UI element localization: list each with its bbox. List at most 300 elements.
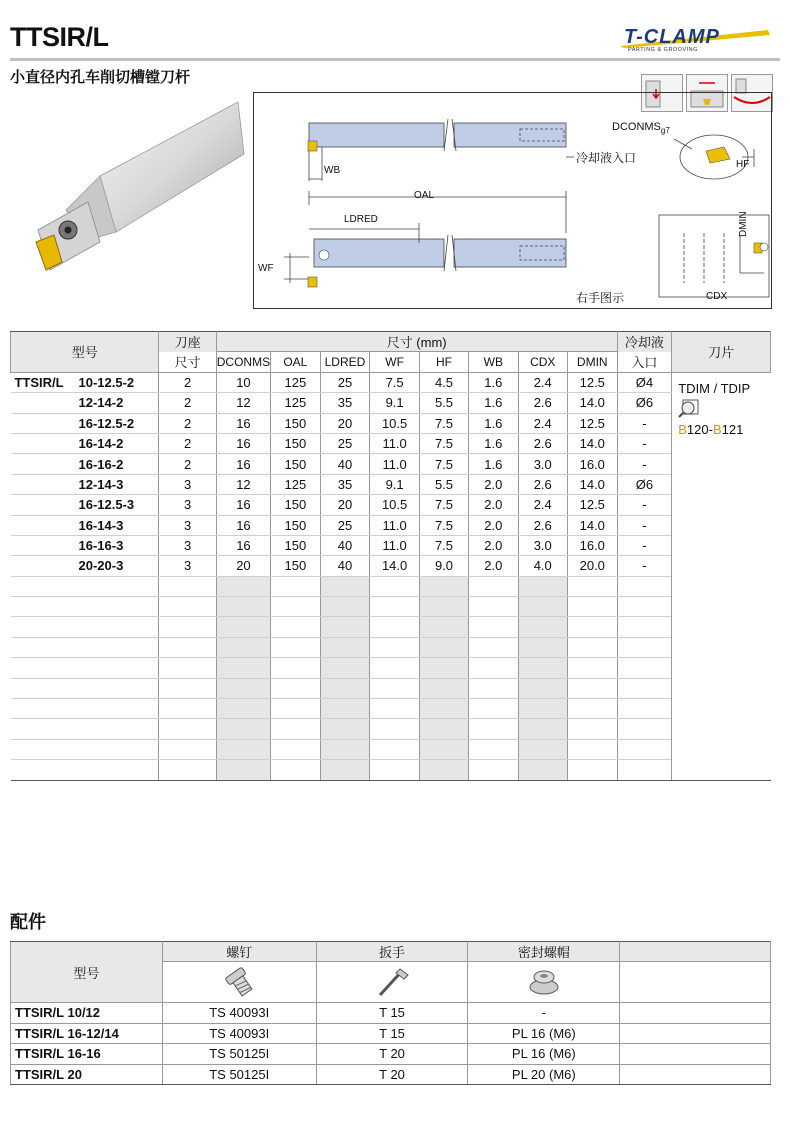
wb-cell: 2.0 bbox=[469, 556, 518, 576]
hf-cell bbox=[419, 760, 468, 780]
accessory-wrench-cell: T 15 bbox=[316, 1003, 468, 1024]
dconms-cell: 16 bbox=[216, 535, 270, 555]
coolant-cell: Ø4 bbox=[617, 372, 672, 392]
ldred-cell: 35 bbox=[320, 393, 370, 413]
model-number: 16-12.5-2 bbox=[78, 415, 135, 431]
ldred-cell bbox=[320, 739, 370, 759]
wb-cell: 2.0 bbox=[469, 474, 518, 494]
coolant-cell bbox=[617, 739, 672, 759]
header-dimensions: 尺寸 (mm) bbox=[216, 332, 617, 352]
magnifier-icon bbox=[678, 398, 700, 418]
accessory-seal-cell: PL 16 (M6) bbox=[468, 1044, 620, 1065]
model-cell bbox=[11, 719, 159, 739]
spec-empty-row bbox=[11, 637, 771, 657]
oal-cell: 125 bbox=[271, 474, 320, 494]
ldred-cell: 40 bbox=[320, 454, 370, 474]
wb-cell: 1.6 bbox=[469, 454, 518, 474]
subheader-wb: WB bbox=[469, 352, 518, 372]
cdx-cell bbox=[518, 678, 567, 698]
model-number: 12-14-3 bbox=[78, 476, 124, 492]
coolant-cell bbox=[617, 760, 672, 780]
accessory-screw-cell: TS 50125I bbox=[162, 1044, 316, 1065]
cdx-cell: 2.6 bbox=[518, 515, 567, 535]
accessory-model-cell: TTSIR/L 10/12 bbox=[11, 1003, 163, 1024]
dmin-cell: 12.5 bbox=[567, 495, 617, 515]
wb-cell bbox=[469, 678, 518, 698]
model-number: 12-14-2 bbox=[78, 395, 124, 411]
coolant-cell bbox=[617, 597, 672, 617]
seal-nut-icon bbox=[524, 963, 564, 999]
seat-size-cell: 2 bbox=[159, 372, 216, 392]
dmin-cell bbox=[567, 597, 617, 617]
accessory-row bbox=[11, 1064, 771, 1085]
cdx-cell bbox=[518, 760, 567, 780]
spec-empty-row bbox=[11, 576, 771, 596]
wf-cell bbox=[370, 699, 419, 719]
cdx-cell: 2.6 bbox=[518, 474, 567, 494]
spec-row bbox=[11, 433, 771, 453]
insert-cell bbox=[672, 372, 771, 780]
accessory-model-cell: TTSIR/L 20 bbox=[11, 1064, 163, 1085]
coolant-cell: Ø6 bbox=[617, 474, 672, 494]
seat-size-cell bbox=[159, 658, 216, 678]
oal-cell bbox=[271, 699, 320, 719]
spec-empty-row bbox=[11, 658, 771, 678]
model-cell bbox=[11, 576, 159, 596]
spec-row bbox=[11, 535, 771, 555]
wf-cell: 9.1 bbox=[370, 474, 419, 494]
accessories-table bbox=[10, 941, 771, 1085]
wf-cell bbox=[370, 739, 419, 759]
dmin-cell bbox=[567, 739, 617, 759]
ldred-cell: 35 bbox=[320, 474, 370, 494]
model-cell bbox=[11, 739, 159, 759]
coolant-cell: - bbox=[617, 515, 672, 535]
hf-cell bbox=[419, 719, 468, 739]
spec-empty-row bbox=[11, 719, 771, 739]
screw-icon bbox=[219, 963, 259, 999]
hf-cell bbox=[419, 617, 468, 637]
model-number: 16-14-3 bbox=[78, 517, 124, 533]
model-cell bbox=[11, 372, 159, 392]
title-divider bbox=[10, 58, 780, 61]
oal-cell: 150 bbox=[271, 413, 320, 433]
seat-size-cell: 3 bbox=[159, 535, 216, 555]
ldred-cell bbox=[320, 637, 370, 657]
wb-cell: 2.0 bbox=[469, 495, 518, 515]
header-seat-bottom: 尺寸 bbox=[159, 352, 216, 372]
dmin-cell: 16.0 bbox=[567, 454, 617, 474]
wb-cell bbox=[469, 637, 518, 657]
dmin-cell bbox=[567, 637, 617, 657]
cdx-cell bbox=[518, 719, 567, 739]
wf-cell: 7.5 bbox=[370, 372, 419, 392]
spec-row bbox=[11, 372, 771, 392]
wf-cell: 14.0 bbox=[370, 556, 419, 576]
wb-cell: 2.0 bbox=[469, 515, 518, 535]
accessory-model-cell: TTSIR/L 16-12/14 bbox=[11, 1023, 163, 1044]
ldred-cell: 25 bbox=[320, 515, 370, 535]
seat-size-cell: 3 bbox=[159, 474, 216, 494]
spec-body bbox=[11, 372, 771, 780]
seal-icon-cell bbox=[468, 962, 620, 1003]
dconms-cell: 16 bbox=[216, 454, 270, 474]
dconms-cell: 20 bbox=[216, 556, 270, 576]
accessory-screw-cell: TS 40093I bbox=[162, 1023, 316, 1044]
cdx-cell: 2.4 bbox=[518, 372, 567, 392]
wf-cell: 9.1 bbox=[370, 393, 419, 413]
wrench-icon bbox=[372, 963, 412, 999]
coolant-cell bbox=[617, 678, 672, 698]
label-hf: HF bbox=[736, 159, 750, 170]
oal-cell: 125 bbox=[271, 372, 320, 392]
wf-cell bbox=[370, 576, 419, 596]
oal-cell: 150 bbox=[271, 433, 320, 453]
catalog-reference[interactable] bbox=[678, 398, 764, 437]
model-cell bbox=[11, 535, 159, 555]
oal-cell bbox=[271, 678, 320, 698]
dconms-cell bbox=[216, 678, 270, 698]
coolant-cell bbox=[617, 617, 672, 637]
ldred-cell bbox=[320, 576, 370, 596]
ldred-cell bbox=[320, 597, 370, 617]
label-right-hand: 右手图示 bbox=[576, 291, 625, 305]
spec-empty-row bbox=[11, 597, 771, 617]
model-cell bbox=[11, 454, 159, 474]
accessory-blank-cell bbox=[620, 1023, 771, 1044]
subheader-dconms: DCONMS bbox=[216, 352, 270, 372]
dconms-cell: 16 bbox=[216, 495, 270, 515]
subheader-wf: WF bbox=[370, 352, 419, 372]
oal-cell: 150 bbox=[271, 515, 320, 535]
coolant-cell bbox=[617, 637, 672, 657]
model-cell bbox=[11, 433, 159, 453]
coolant-cell bbox=[617, 658, 672, 678]
dmin-cell bbox=[567, 576, 617, 596]
accessory-screw-cell: TS 50125I bbox=[162, 1064, 316, 1085]
accessory-screw-cell: TS 40093I bbox=[162, 1003, 316, 1024]
seat-size-cell bbox=[159, 597, 216, 617]
ldred-cell bbox=[320, 617, 370, 637]
insert-name: TDIM / TDIP bbox=[678, 380, 751, 396]
dmin-cell bbox=[567, 678, 617, 698]
accessories-title: 配件 bbox=[10, 912, 46, 932]
model-number: 16-16-2 bbox=[78, 456, 124, 472]
hf-cell: 5.5 bbox=[419, 393, 468, 413]
ldred-cell bbox=[320, 678, 370, 698]
seat-size-cell bbox=[159, 760, 216, 780]
cdx-cell bbox=[518, 658, 567, 678]
accessory-row bbox=[11, 1003, 771, 1024]
seat-size-cell bbox=[159, 719, 216, 739]
label-wf: WF bbox=[258, 263, 274, 274]
model-cell bbox=[11, 495, 159, 515]
dmin-cell bbox=[567, 760, 617, 780]
coolant-cell bbox=[617, 699, 672, 719]
accessory-wrench-cell: T 20 bbox=[316, 1064, 468, 1085]
oal-cell bbox=[271, 760, 320, 780]
coolant-cell: - bbox=[617, 433, 672, 453]
model-cell bbox=[11, 637, 159, 657]
wf-cell bbox=[370, 617, 419, 637]
oal-cell: 150 bbox=[271, 535, 320, 555]
header-model: 型号 bbox=[11, 332, 159, 373]
dmin-cell: 12.5 bbox=[567, 413, 617, 433]
seat-size-cell: 3 bbox=[159, 495, 216, 515]
hf-cell bbox=[419, 699, 468, 719]
ldred-cell: 20 bbox=[320, 413, 370, 433]
wb-cell: 2.0 bbox=[469, 535, 518, 555]
seat-size-cell bbox=[159, 678, 216, 698]
dconms-cell bbox=[216, 739, 270, 759]
wb-cell: 1.6 bbox=[469, 372, 518, 392]
coolant-cell: Ø6 bbox=[617, 393, 672, 413]
oal-cell bbox=[271, 576, 320, 596]
dconms-cell: 16 bbox=[216, 433, 270, 453]
hf-cell bbox=[419, 597, 468, 617]
dconms-cell bbox=[216, 597, 270, 617]
dmin-cell bbox=[567, 719, 617, 739]
accessory-blank-cell bbox=[620, 1003, 771, 1024]
cdx-cell: 2.6 bbox=[518, 393, 567, 413]
oal-cell: 150 bbox=[271, 556, 320, 576]
seat-size-cell: 2 bbox=[159, 413, 216, 433]
spec-empty-row bbox=[11, 678, 771, 698]
acc-header-seal: 密封螺帽 bbox=[468, 942, 620, 962]
wrench-icon-cell bbox=[316, 962, 468, 1003]
spec-table bbox=[10, 331, 771, 781]
ldred-cell bbox=[320, 658, 370, 678]
model-number: 16-14-2 bbox=[78, 436, 124, 452]
dmin-cell: 14.0 bbox=[567, 433, 617, 453]
accessory-seal-cell: PL 16 (M6) bbox=[468, 1023, 620, 1044]
header-coolant-top: 冷却液 bbox=[617, 332, 672, 352]
seat-size-cell: 2 bbox=[159, 454, 216, 474]
model-cell bbox=[11, 413, 159, 433]
label-dconms bbox=[612, 121, 670, 135]
dmin-cell: 14.0 bbox=[567, 393, 617, 413]
wb-cell bbox=[469, 739, 518, 759]
cdx-cell bbox=[518, 739, 567, 759]
coolant-cell: - bbox=[617, 556, 672, 576]
seat-size-cell bbox=[159, 637, 216, 657]
seat-size-cell bbox=[159, 699, 216, 719]
wf-cell bbox=[370, 658, 419, 678]
header-coolant-bottom: 入口 bbox=[617, 352, 672, 372]
spec-row bbox=[11, 413, 771, 433]
model-cell bbox=[11, 556, 159, 576]
wb-cell bbox=[469, 576, 518, 596]
spec-header-row bbox=[11, 332, 771, 352]
wb-cell bbox=[469, 597, 518, 617]
wf-cell bbox=[370, 637, 419, 657]
dconms-cell bbox=[216, 719, 270, 739]
header-seat-top: 刀座 bbox=[159, 332, 216, 352]
accessories-body bbox=[11, 1003, 771, 1085]
dconms-cell: 16 bbox=[216, 413, 270, 433]
ldred-cell bbox=[320, 699, 370, 719]
model-cell bbox=[11, 658, 159, 678]
label-dconms-tol: g7 bbox=[660, 126, 670, 136]
label-dmin: DMIN bbox=[738, 211, 749, 237]
logo-tagline: PARTING & GROOVING bbox=[628, 47, 698, 53]
accessory-blank-cell bbox=[620, 1044, 771, 1065]
model-cell bbox=[11, 678, 159, 698]
cdx-cell: 2.6 bbox=[518, 433, 567, 453]
dmin-cell bbox=[567, 617, 617, 637]
wb-cell: 1.6 bbox=[469, 413, 518, 433]
hf-cell bbox=[419, 637, 468, 657]
coolant-cell bbox=[617, 719, 672, 739]
wb-cell: 1.6 bbox=[469, 393, 518, 413]
dmin-cell: 12.5 bbox=[567, 372, 617, 392]
wb-cell bbox=[469, 617, 518, 637]
acc-icon-blank bbox=[620, 962, 771, 1003]
subheader-dmin: DMIN bbox=[567, 352, 617, 372]
model-cell bbox=[11, 699, 159, 719]
spec-empty-row bbox=[11, 760, 771, 780]
page-ref-letter-2: B bbox=[712, 421, 722, 437]
label-dconms-text: DCONMS bbox=[612, 121, 661, 133]
accessory-wrench-cell: T 20 bbox=[316, 1044, 468, 1065]
dconms-cell: 12 bbox=[216, 393, 270, 413]
label-ldred: LDRED bbox=[344, 214, 378, 225]
model-number: 10-12.5-2 bbox=[78, 374, 135, 390]
wf-cell: 11.0 bbox=[370, 433, 419, 453]
model-cell bbox=[11, 393, 159, 413]
oal-cell bbox=[271, 719, 320, 739]
dconms-cell: 12 bbox=[216, 474, 270, 494]
page-subtitle: 小直径内孔车削切槽镗刀杆 bbox=[10, 69, 191, 86]
acc-header-model: 型号 bbox=[11, 942, 163, 1003]
oal-cell: 150 bbox=[271, 454, 320, 474]
spec-empty-row bbox=[11, 699, 771, 719]
wb-cell bbox=[469, 760, 518, 780]
wb-cell bbox=[469, 699, 518, 719]
hf-cell bbox=[419, 739, 468, 759]
accessory-wrench-cell: T 15 bbox=[316, 1023, 468, 1044]
subheader-hf: HF bbox=[419, 352, 468, 372]
wf-cell: 10.5 bbox=[370, 495, 419, 515]
hf-cell: 7.5 bbox=[419, 495, 468, 515]
dmin-cell: 14.0 bbox=[567, 515, 617, 535]
wf-cell: 10.5 bbox=[370, 413, 419, 433]
cdx-cell bbox=[518, 617, 567, 637]
hf-cell: 7.5 bbox=[419, 433, 468, 453]
label-oal: OAL bbox=[414, 190, 435, 201]
ldred-cell bbox=[320, 760, 370, 780]
subheader-ldred: LDRED bbox=[320, 352, 370, 372]
hf-cell: 4.5 bbox=[419, 372, 468, 392]
model-cell bbox=[11, 597, 159, 617]
model-cell bbox=[11, 617, 159, 637]
hf-cell bbox=[419, 658, 468, 678]
accessory-seal-cell: - bbox=[468, 1003, 620, 1024]
oal-cell bbox=[271, 637, 320, 657]
model-prefix: TTSIR/L bbox=[14, 374, 64, 390]
ldred-cell: 25 bbox=[320, 372, 370, 392]
cdx-cell bbox=[518, 637, 567, 657]
cdx-cell bbox=[518, 597, 567, 617]
oal-cell: 125 bbox=[271, 393, 320, 413]
logo-text: T-CLAMP bbox=[624, 26, 720, 48]
dmin-cell: 14.0 bbox=[567, 474, 617, 494]
seat-size-cell: 2 bbox=[159, 433, 216, 453]
subheader-oal: OAL bbox=[271, 352, 320, 372]
model-number: 16-16-3 bbox=[78, 538, 124, 554]
hf-cell: 7.5 bbox=[419, 454, 468, 474]
seat-size-cell bbox=[159, 617, 216, 637]
wf-cell bbox=[370, 678, 419, 698]
cdx-cell: 3.0 bbox=[518, 454, 567, 474]
ldred-cell bbox=[320, 719, 370, 739]
accessory-seal-cell: PL 20 (M6) bbox=[468, 1064, 620, 1085]
spec-row bbox=[11, 454, 771, 474]
cdx-cell bbox=[518, 576, 567, 596]
label-cdx: CDX bbox=[706, 291, 728, 302]
dconms-cell bbox=[216, 637, 270, 657]
page-ref-number-2: 121 bbox=[721, 421, 744, 437]
hf-cell: 5.5 bbox=[419, 474, 468, 494]
spec-row bbox=[11, 393, 771, 413]
spec-empty-row bbox=[11, 617, 771, 637]
accessory-blank-cell bbox=[620, 1064, 771, 1085]
coolant-cell bbox=[617, 576, 672, 596]
seat-size-cell: 2 bbox=[159, 393, 216, 413]
hf-cell: 7.5 bbox=[419, 535, 468, 555]
wb-cell: 1.6 bbox=[469, 433, 518, 453]
t-clamp-logo bbox=[618, 26, 772, 56]
dconms-cell: 16 bbox=[216, 515, 270, 535]
hf-cell: 7.5 bbox=[419, 515, 468, 535]
label-wb: WB bbox=[324, 165, 341, 176]
dmin-cell bbox=[567, 658, 617, 678]
dconms-cell bbox=[216, 576, 270, 596]
ldred-cell: 20 bbox=[320, 495, 370, 515]
seat-size-cell: 3 bbox=[159, 556, 216, 576]
spec-row bbox=[11, 495, 771, 515]
wf-cell: 11.0 bbox=[370, 454, 419, 474]
wf-cell bbox=[370, 719, 419, 739]
oal-cell bbox=[271, 739, 320, 759]
page-ref-letter-1: B bbox=[678, 421, 687, 437]
screw-icon-cell bbox=[162, 962, 316, 1003]
acc-header-blank bbox=[620, 942, 771, 962]
dmin-cell bbox=[567, 699, 617, 719]
accessory-model-cell: TTSIR/L 16-16 bbox=[11, 1044, 163, 1065]
acc-header-row bbox=[11, 942, 771, 962]
oal-cell: 150 bbox=[271, 495, 320, 515]
dconms-cell: 10 bbox=[216, 372, 270, 392]
model-cell bbox=[11, 760, 159, 780]
wf-cell bbox=[370, 760, 419, 780]
tool-holder-photo bbox=[28, 90, 246, 300]
ldred-cell: 40 bbox=[320, 556, 370, 576]
seat-size-cell bbox=[159, 576, 216, 596]
hf-cell: 9.0 bbox=[419, 556, 468, 576]
oal-cell bbox=[271, 658, 320, 678]
spec-row bbox=[11, 515, 771, 535]
dconms-cell bbox=[216, 658, 270, 678]
ldred-cell: 25 bbox=[320, 433, 370, 453]
page-ref-number-1: 120- bbox=[686, 421, 713, 437]
wf-cell: 11.0 bbox=[370, 515, 419, 535]
cdx-cell: 4.0 bbox=[518, 556, 567, 576]
dconms-cell bbox=[216, 699, 270, 719]
cdx-cell: 2.4 bbox=[518, 413, 567, 433]
coolant-cell: - bbox=[617, 535, 672, 555]
spec-empty-row bbox=[11, 739, 771, 759]
